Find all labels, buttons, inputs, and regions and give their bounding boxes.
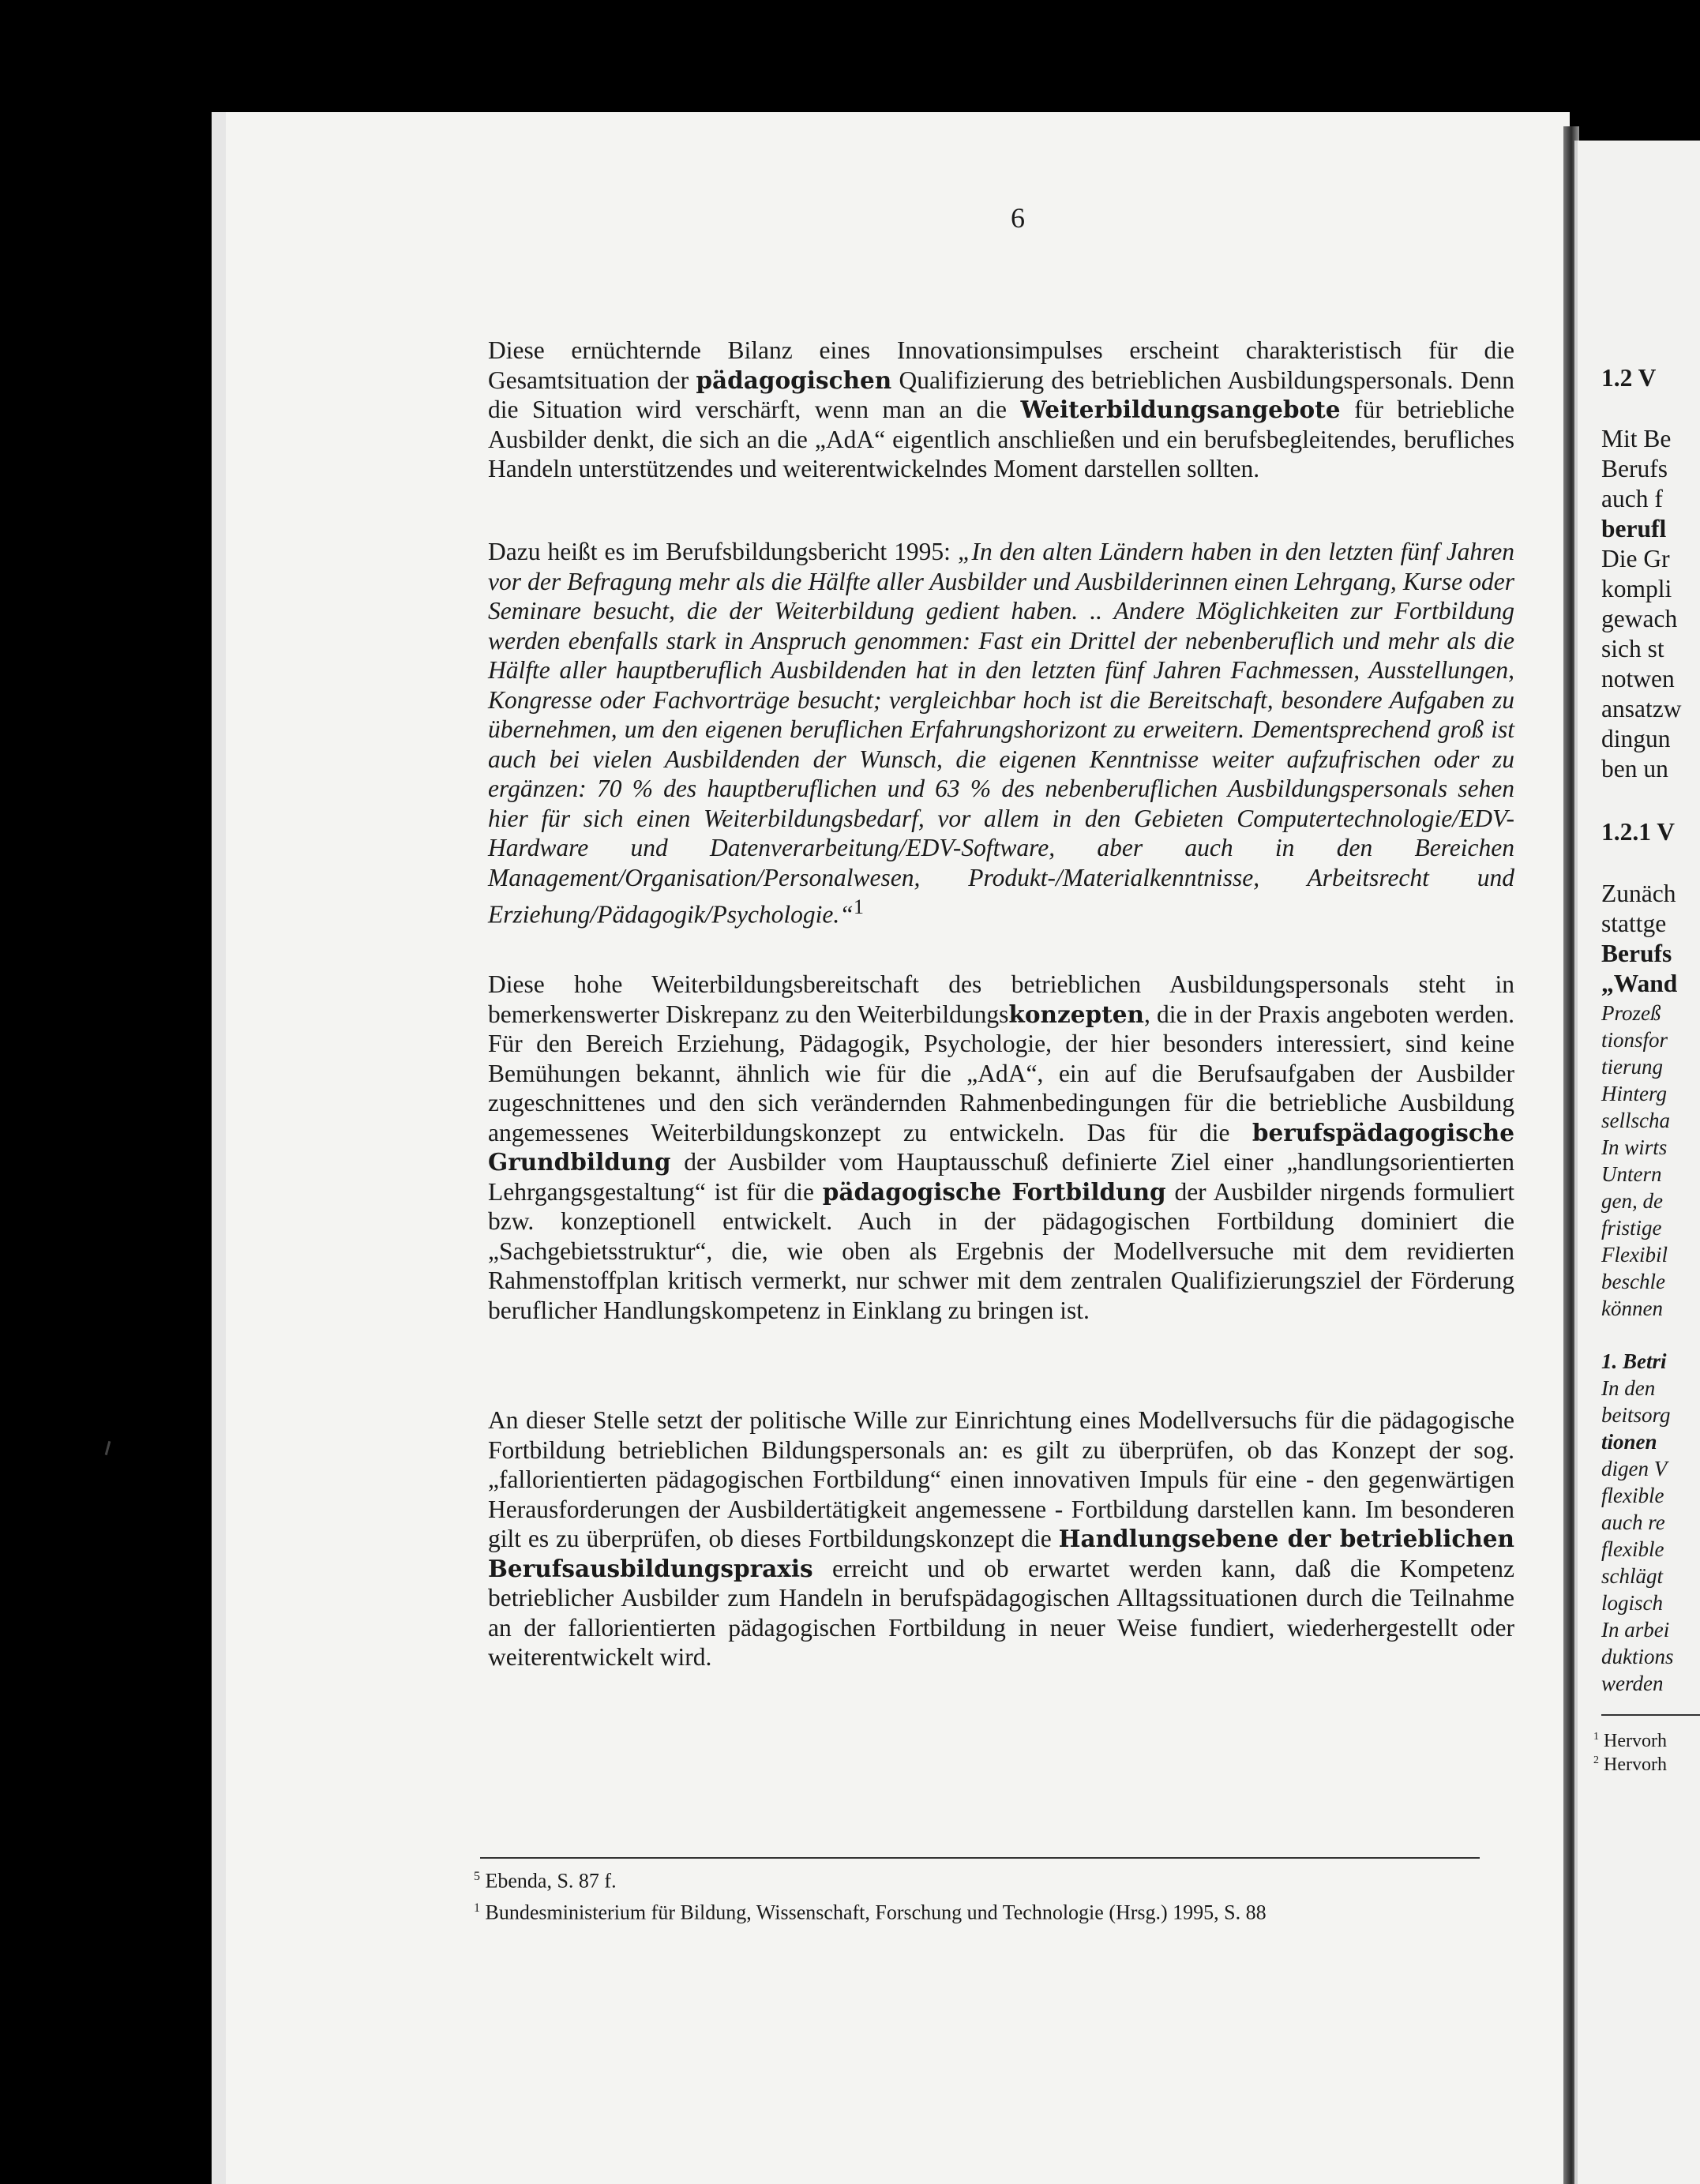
right-page-line: auch f [1601,485,1663,512]
right-page-line: 1. Betri [1601,1349,1667,1373]
footnote [474,1863,1516,1895]
right-page [1574,141,1700,2184]
right-page-line: beitsorg [1601,1403,1671,1427]
text-run: 1 [853,895,864,918]
footnote-mark: 5 [474,1870,480,1883]
right-page-footnote: $^1$ Hervorh [1593,1731,1667,1751]
right-page-line: sellscha [1601,1109,1670,1132]
footnote-text: Ebenda, S. 87 f. [480,1869,617,1893]
text-run: konzepten [1008,1000,1144,1028]
right-page-line: Die Gr [1601,545,1670,572]
right-page-line: Mit Be [1601,425,1672,452]
right-page-line: berufl [1601,515,1667,542]
text-run: Weiterbildungsangebote [1020,396,1341,423]
right-page-line: können [1601,1297,1663,1320]
right-page-line: fristige [1601,1216,1662,1240]
right-page-line: In wirts [1601,1135,1668,1159]
paragraph-2-quotation [488,537,1514,929]
right-page-line: Untern [1601,1162,1662,1186]
right-page-line: Berufs [1601,940,1672,967]
right-page-line: Flexibil [1601,1243,1668,1266]
right-page-line: Zunäch [1601,880,1676,907]
text-run: Diese ernüchternde Bilanz eines Innovationsimpulses erscheint charakteristisch für die Gesamtsituation der [488,336,1514,394]
text-run: „In den alten Ländern haben in den letzten fünf Jahren vor der Befragung mehr als die Hälfte aller Ausbilder und Ausbilderinnen einen Lehrgang, Kurse oder Seminare besucht, die der Weiterbildung gedient haben. .. Andere Möglichkeiten zur Fortbildung werden ebenfalls stark in Anspruch genommen: Fast ein Drittel der nebenberuflich und mehr als die Hälfte aller hauptberuflich Ausbildenden hat in den letzten fünf Jahren Fachmessen, Ausstellungen, Kongresse oder Fachvorträge besucht; vergleichbar hoch ist die Bereitschaft, besondere Aufgaben zu übernehmen, um den eigenen beruflichen Erfahrungshorizont zu erweitern. Dementsprechend groß ist auch bei vielen Ausbildenden der Wunsch, die eigenen Kenntnisse weiter aufzufrischen oder zu ergänzen: 70 % des hauptberuflichen und 63 % des nebenberuflichen Ausbildungspersonals sehen hier für sich einen Weiterbildungsbedarf, vor allem in den Gebieten Computertechnologie/EDV-Hardware und Datenverarbeitung/EDV-Software, aber auch in den Bereichen Management/Organisation/Personalwesen, Produkt-/Materialkenntnisse, Arbeitsrecht und Erziehung/Pädagogik/Psychologie.“ [488,538,1515,929]
text-run: der Ausbilder vom Hauptausschuß definierte Ziel einer „handlungsorientierten Lehrgangsgestaltung“ ist für die [488,1148,1514,1206]
right-page-line: In den [1601,1376,1656,1400]
footnote-mark: 1 [474,1901,480,1915]
paragraph-3 [488,970,1514,1325]
right-page-footnote: $^2$ Hervorh [1593,1754,1667,1775]
right-page-line: „Wand [1601,970,1678,997]
page-number: 6 [1011,202,1025,234]
right-page-line: sich st [1601,635,1664,662]
right-page-line: auch re [1601,1510,1665,1534]
text-run: Handlungsebene der betrieblichen Berufsausbildungspraxis [488,1525,1515,1582]
right-page-line: kompli [1601,575,1672,602]
right-page-line: tierung [1601,1055,1663,1079]
right-page-line: Hinterg [1601,1082,1667,1105]
right-page-line: schlägt [1601,1564,1663,1588]
text-run: , die in der Praxis angeboten werden. Für den Bereich Erziehung, Pädagogik, Psychologie, der hier besonders interessiert, sind keine Bemühungen bekannt, ähnlich wie für die „AdA“, ein auf die Berufsaufgaben der Ausbilder zugeschnittenes und den sich verändernden Rahmenbedingungen für die betriebliche Ausbildung angemessenes Weiterbildungskonzept zu entwickeln. Das für die [488,1000,1514,1146]
text-run: erreicht und ob erwartet werden kann, daß die Kompetenz betrieblicher Ausbilder zum Handeln in berufspädagogischen Alltagssituationen durch die Teilnahme an der fallorientierten pädagogischen Fortbildung in neuer Weise fundiert, wiederhergestellt oder weiterentwickelt wird. [488,1554,1514,1671]
footnote-text: Bundesministerium für Bildung, Wissenschaft, Forschung und Technologie (Hrsg.) 1995, S. 88 [480,1901,1267,1924]
right-page-line: flexible [1601,1484,1664,1507]
text-run: pädagogischen [696,366,892,394]
right-page-line: tionsfor [1601,1028,1668,1052]
right-page-line: duktions [1601,1645,1674,1668]
right-page-line: flexible [1601,1537,1664,1561]
paragraph-4 [488,1405,1514,1672]
right-page-line: dingun [1601,725,1671,752]
footnote-separator [480,1857,1480,1859]
right-page-line: tionen [1601,1430,1657,1454]
right-page-line: ben un [1601,755,1668,782]
text-run: An dieser Stelle setzt der politische Wille zur Einrichtung eines Modellversuchs für die pädagogische Fortbildung betrieblichen Bildungspersonals an: es gilt zu überprüfen, ob das Konzept der sog. „fallorientierten pädagogischen Fortbildung“ einen innovativen Impuls für eine - den gegenwärtigen Herausforderungen der Ausbildertätigkeit angemessene - Fortbildung darstellen kann. Im besonderen gilt es zu überprüfen, ob dieses Fortbildungskonzept die [488,1406,1514,1552]
right-page-line: In arbei [1601,1618,1670,1642]
right-page-line: stattge [1601,910,1667,937]
text-run: für betriebliche Ausbilder denkt, die sich an die „AdA“ eigentlich anschließen und ein berufsbegleitendes, berufliches Handeln unterstützendes und weiterentwickelndes Moment darstellen sollten. [488,396,1514,482]
paragraph-1 [488,336,1514,484]
right-page-line: 1.2.1 V [1601,818,1676,846]
right-page-line: Prozeß [1601,1001,1661,1025]
right-page-line: gen, de [1601,1189,1663,1213]
footnotes [474,1863,1516,1926]
right-page-line: ansatzw [1601,695,1682,722]
text-run: der Ausbilder nirgends formuliert bzw. konzeptionell entwickelt. Auch in der pädagogischen Fortbildung dominiert die „Sachgebietsstruktur“, die, wie oben als Ergebnis der Modellversuche mit dem revidierten Rahmenstoffplan kritisch vermerkt, nur schwer mit dem zentralen Qualifizierungsziel der Förderung beruflicher Handlungskompetenz in Einklang zu bringen ist. [488,1177,1514,1324]
right-page-line: digen V [1601,1457,1668,1480]
text-run: berufspädagogische Grundbildung [488,1118,1514,1176]
right-page-line: gewach [1601,605,1678,632]
text-run: Dazu heißt es im Berufsbildungsbericht 1995: [488,538,958,565]
text-run: pädagogische Fortbildung [822,1177,1166,1206]
footnote [474,1895,1516,1927]
right-page-line: 1.2 V [1601,364,1657,392]
text-run: Qualifizierung des betrieblichen Ausbildungspersonals. Denn die Situation wird verschärft, wenn man an die [488,366,1514,423]
right-page-line: Berufs [1601,455,1668,482]
text-run: Diese hohe Weiterbildungsbereitschaft des betrieblichen Ausbildungspersonals steht in bemerkenswerter Diskrepanz zu den Weiterbildungs [488,970,1514,1028]
ink-mark [105,1441,111,1455]
right-page-line: notwen [1601,665,1675,692]
right-page-footnote-separator [1601,1714,1700,1716]
right-page-line: beschle [1601,1270,1665,1293]
right-page-line: werden [1601,1672,1664,1695]
right-page-line: logisch [1601,1591,1663,1615]
